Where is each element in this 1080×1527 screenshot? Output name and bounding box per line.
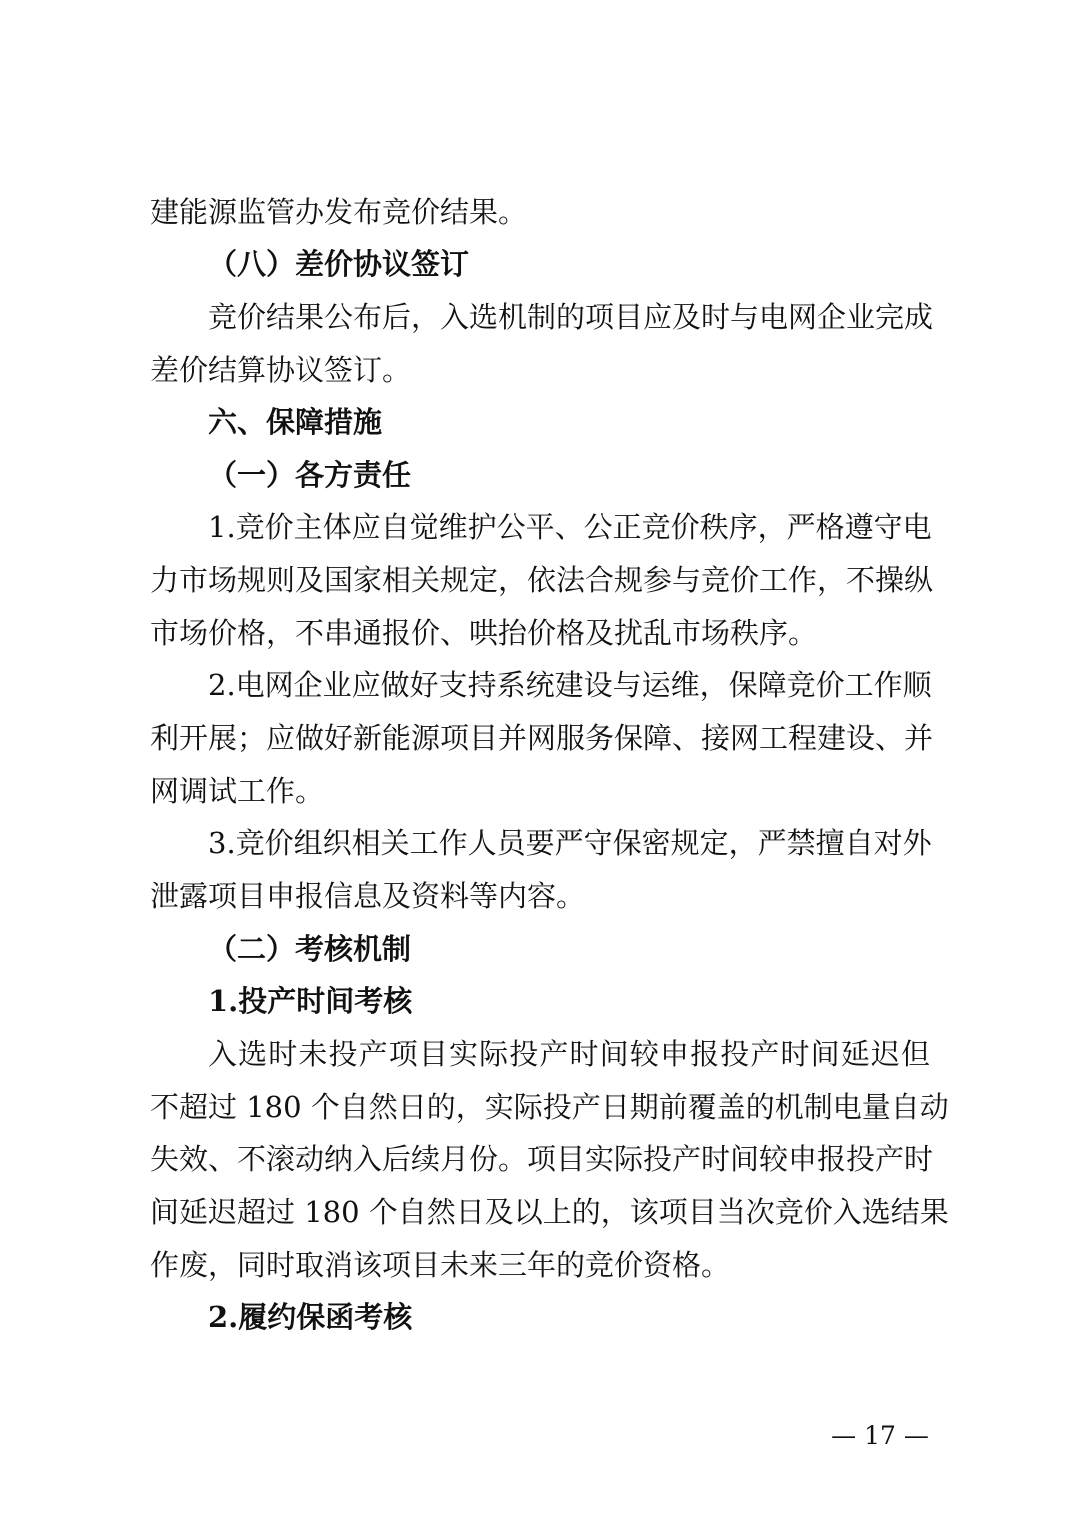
item-1-line-1: 1.竞价主体应自觉维护公平、公正竞价秩序，严格遵守电 — [208, 510, 932, 544]
assessment-1-line-2: 不超过 180 个自然日的，实际投产日期前覆盖的机制电量自动 — [150, 1090, 949, 1124]
item-3-line-1: 3.竞价组织相关工作人员要严守保密规定，严禁擅自对外 — [208, 826, 932, 860]
subsection-1-heading: （一）各方责任 — [208, 458, 412, 492]
assessment-1-heading: 1.投产时间考核 — [208, 984, 413, 1018]
item-2-line-2: 利开展；应做好新能源项目并网服务保障、接网工程建设、并 — [150, 721, 934, 755]
item-1-line-3: 市场价格，不串通报价、哄抬价格及扰乱市场秩序。 — [150, 616, 818, 650]
item-2-line-1: 2.电网企业应做好支持系统建设与运维，保障竞价工作顺 — [208, 668, 932, 702]
page-number: — 17 — — [831, 1421, 929, 1450]
assessment-1-line-1: 入选时未投产项目实际投产时间较申报投产时间延迟但 — [208, 1037, 930, 1071]
section-8-paragraph-line-2: 差价结算协议签订。 — [150, 353, 412, 387]
chapter-6-heading: 六、保障措施 — [208, 405, 383, 439]
section-8-heading: （八）差价协议签订 — [208, 247, 470, 281]
assessment-1-line-4: 间延迟超过 180 个自然日及以上的，该项目当次竞价入选结果 — [150, 1195, 949, 1229]
item-3-line-2: 泄露项目申报信息及资料等内容。 — [150, 879, 586, 913]
assessment-1-line-3: 失效、不滚动纳入后续月份。项目实际投产时间较申报投产时 — [150, 1142, 934, 1176]
item-1-line-2: 力市场规则及国家相关规定，依法合规参与竞价工作，不操纵 — [150, 563, 934, 597]
assessment-1-line-5: 作废，同时取消该项目未来三年的竞价资格。 — [150, 1248, 731, 1282]
item-2-line-3: 网调试工作。 — [150, 774, 325, 808]
continuation-text: 建能源监管办发布竞价结果。 — [150, 195, 528, 229]
section-8-paragraph-line-1: 竞价结果公布后，入选机制的项目应及时与电网企业完成 — [208, 300, 934, 334]
assessment-2-heading: 2.履约保函考核 — [208, 1300, 413, 1334]
subsection-2-heading: （二）考核机制 — [208, 932, 412, 966]
